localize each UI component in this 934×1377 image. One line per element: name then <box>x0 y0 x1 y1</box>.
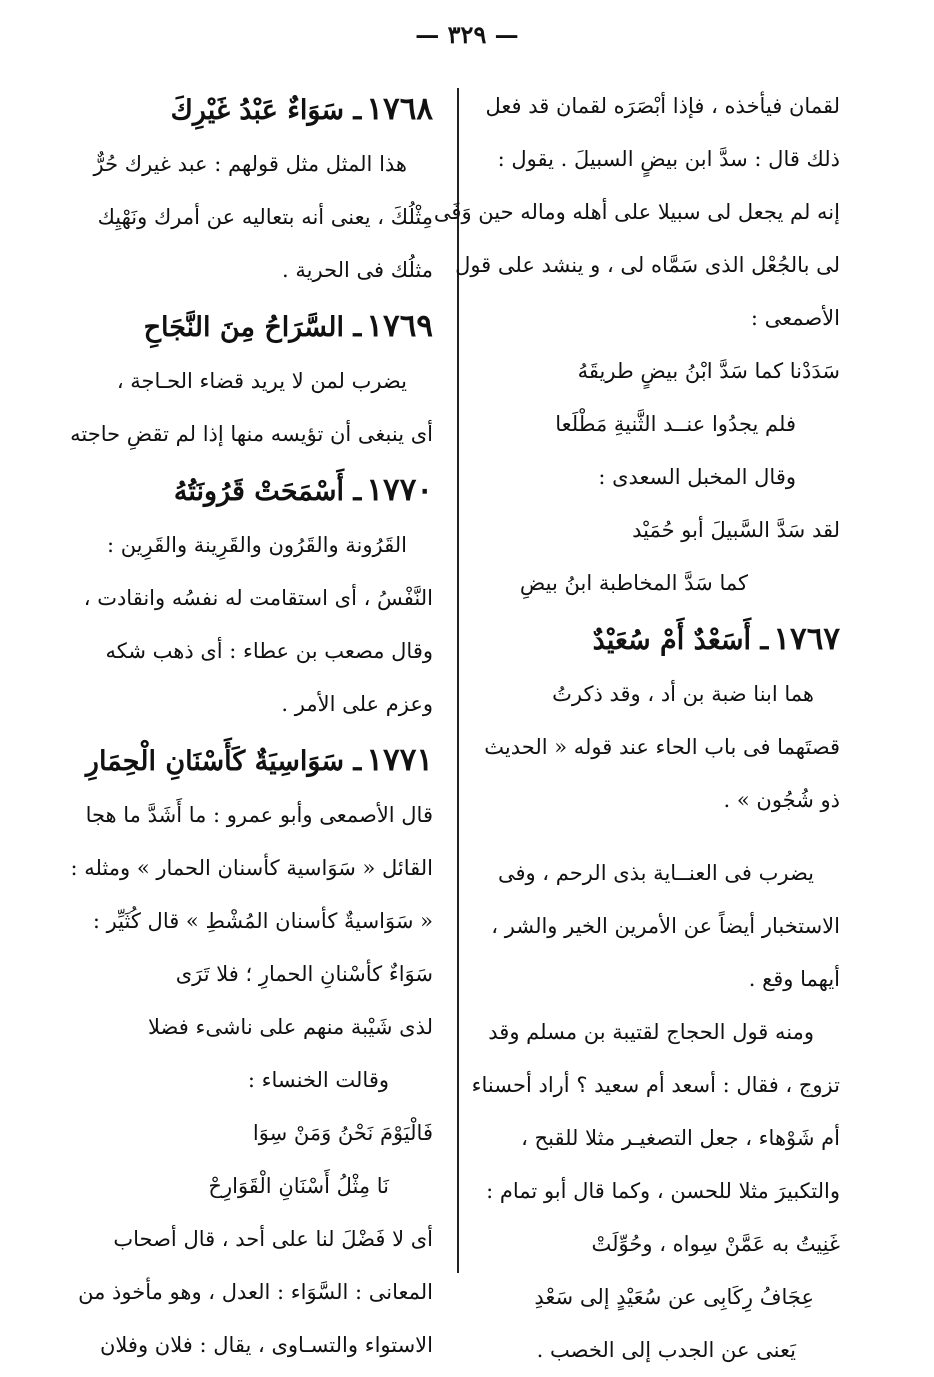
entry-number: ١٧٦٧ <box>773 621 840 657</box>
text-line: ومنه قول الحجاج لقتيبة بن مسلم وقد <box>488 1020 814 1044</box>
entry-title: ـ أَسَعْدٌ أَمْ سُعَيْدٌ <box>592 625 769 656</box>
verse-line: فلم يجدُوا عنــد الثَّنيةِ مَطْلَعا <box>555 412 796 436</box>
text-line: الأصمعى : <box>750 306 840 330</box>
text-line: المعانى : السَّوَاء : العدل ، وهو مأخوذ من <box>78 1280 433 1304</box>
text-line: الاستواء والتسـاوى ، يقال : فلان وفلان <box>99 1333 433 1357</box>
text-line: يضرب لمن لا يريد قضاء الحـاجة ، <box>116 369 407 393</box>
entry-number: ١٧٧٠ <box>366 472 433 508</box>
entry-title: ـ سَوَاسِيَةٌ كَأَسْنَانِ الْحِمَارِ <box>85 746 362 777</box>
paragraph <box>78 138 433 297</box>
text-line: قال الأصمعى وأبو عمرو : ما أَشَدَّ ما هجا <box>85 803 433 827</box>
entry-title: ـ السَّرَاحُ مِنَ النَّجَاحِ <box>143 312 362 343</box>
entry-heading-1770 <box>78 461 433 519</box>
verse-line: سَوَاءٌ كأسْنانِ الحمارِ ؛ فلا تَرَى <box>175 962 433 986</box>
paragraph <box>471 1006 840 1271</box>
entry-heading-1768 <box>78 80 433 138</box>
entry-number: ١٧٦٩ <box>366 308 433 344</box>
text-line: يضرب فى العنــاية بذى الرحم ، وفى <box>497 861 814 885</box>
entry-title: ـ أَسْمَحَتْ قَرُونَتُهُ <box>173 476 362 507</box>
entry-number: ١٧٦٨ <box>366 91 433 127</box>
text-line: لقمان فيأخذه ، فإذا أبْصَرَه لقمان قد فعل <box>485 94 840 118</box>
verse-line: لذى شَيْبة منهم على ناشىء فضلا <box>148 1015 433 1039</box>
text-line: مِثْلُكَ ، يعنى أنه بتعاليه عن أمرك ونَهْيِك <box>97 205 433 229</box>
text-line: أى ينبغى أن تؤيسه منها إذا لم تقضِ حاجته <box>70 422 433 446</box>
verse-line: فَالْيَوْمَ نَحْنُ وَمَنْ سِوَا <box>252 1121 433 1145</box>
text-line: أيهما وقع . <box>748 967 840 991</box>
poet-intro: وقال المخبل السعدى : <box>598 465 796 489</box>
text-line: أم شَوْهاء ، جعل التصغيـر مثلا للقبح ، <box>521 1126 840 1150</box>
text-line: « سَوَاسيةٌ كأسنان المُشْطِ » قال كُثَيِّر : <box>92 909 433 933</box>
entry-heading-1769 <box>78 297 433 355</box>
verse-line: سَدَدْنا كما سَدَّ ابْنُ بيضٍ طريقَهُ <box>577 359 840 383</box>
text-line: مثلُك فى الحرية . <box>282 258 433 282</box>
verse-line: لقد سَدَّ السَّبيلَ أبو حُمَيْد <box>632 518 840 542</box>
text-line: أى لا فَضْلَ لنا على أحد ، قال أصحاب <box>113 1227 433 1251</box>
paragraph <box>480 1324 840 1377</box>
text-line: النَّفْسُ ، أى استقامت له نفسُه وانقادت ، <box>83 586 433 610</box>
text-line: قصتَهما فى باب الحاء عند قوله « الحديث <box>484 735 840 759</box>
verse-line: عِجَافُ رِكَابِى عن سُعَيْدٍ إلى سَعْدِ <box>534 1285 814 1309</box>
text-line: وعزم على الأمر . <box>281 692 433 716</box>
text-line: القائل « سَوَاسية كأسنان الحمار » ومثله : <box>70 856 433 880</box>
verse <box>480 504 840 610</box>
text-line: إنه لم يجعل لى سبيلا على أهله وماله حين وَفَى <box>433 200 840 224</box>
paragraph <box>480 668 840 827</box>
entry-heading-1771 <box>78 731 433 789</box>
verse-line: نَا مِثْلُ أَسْنَانِ الْقَوَارِحْ <box>208 1174 389 1198</box>
spacer <box>480 827 840 847</box>
entry-heading-1767 <box>480 610 840 668</box>
entry-number: ١٧٧١ <box>366 742 433 778</box>
text-line: تزوج ، فقال : أسعد أم سعيد ؟ أراد أحسناء <box>471 1073 840 1097</box>
verse-line: كما سَدَّ المخاطبة ابنُ بيضِ <box>519 571 748 595</box>
text-line: لى بالجُعْل الذى سَمَّاه لى ، و ينشد على قول <box>455 253 840 277</box>
text-line: الاستخبار أيضاً عن الأمرين الخير والشر ، <box>491 914 840 938</box>
paragraph <box>480 847 840 1006</box>
paragraph <box>78 519 433 731</box>
text-line: ذو شُجُون » . <box>723 788 840 812</box>
verse <box>480 345 840 451</box>
paragraph <box>433 80 840 345</box>
text-line: هذا المثل مثل قولهم : عبد غيرك حُرٌّ <box>93 152 407 176</box>
left-column <box>70 80 433 1372</box>
text-line: ذلك قال : سدَّ ابن بيضٍ السبيلَ . يقول : <box>497 147 840 171</box>
text-line: هما ابنا ضبة بن أد ، وقد ذكرتُ <box>552 682 814 706</box>
text-line: وقال مصعب بن عطاء : أى ذهب شكه <box>105 639 433 663</box>
verse-line: غَنِيتُ به عَمَّنْ سِواه ، وحُوِّلَتْ <box>591 1232 840 1256</box>
verse <box>78 1107 433 1213</box>
page-number: — ٣٢٩ — <box>415 20 519 49</box>
text-line: يَعنى عن الجدب إلى الخصب . <box>536 1338 796 1362</box>
entry-title: ـ سَوَاءٌ عَبْدُ غَيْرِكَ <box>170 95 362 126</box>
paragraph <box>70 789 433 1001</box>
text-line: القَرُونة والقَرُون والقَرِينة والقَرِين : <box>106 533 407 557</box>
paragraph <box>78 1213 433 1372</box>
poet-intro: وقالت الخنساء : <box>247 1068 389 1092</box>
text-line: والتكبيرَ مثلا للحسن ، وكما قال أبو تمام : <box>486 1179 840 1203</box>
paragraph <box>70 355 433 461</box>
right-column <box>433 80 840 1377</box>
